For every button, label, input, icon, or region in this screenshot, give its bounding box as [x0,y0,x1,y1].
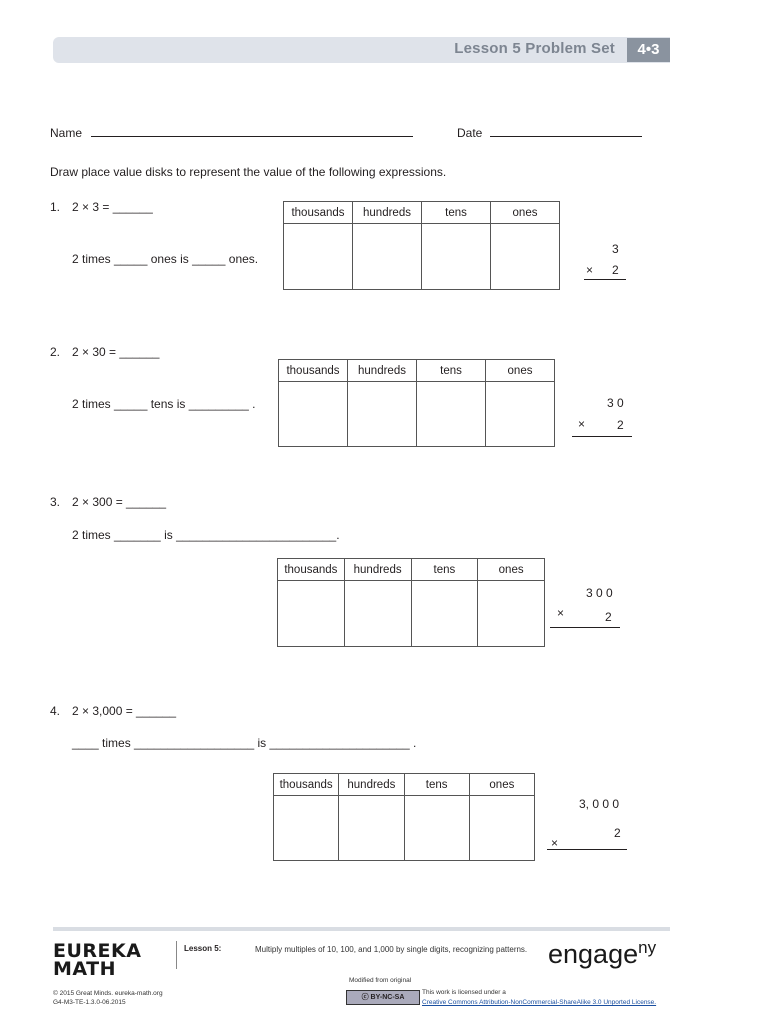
column-ones: ones [478,559,545,581]
column-hundreds: hundreds [348,360,417,382]
place-value-chart-3 [277,558,545,647]
license-link[interactable]: Creative Commons Attribution-NonCommercial-ShareAlike 3.0 Unported License. [422,999,657,1006]
license-badge-text: BY-NC-SA [370,994,405,1001]
ny-text: ny [638,938,657,957]
footer-lesson-description: Multiply multiples of 10, 100, and 1,000 by single digits, recognizing patterns. [255,945,528,954]
times-sign: × [578,417,586,431]
date-row [457,126,642,140]
date-field[interactable] [490,136,642,137]
cell-tens[interactable] [411,581,478,647]
column-hundreds: hundreds [344,559,411,581]
license-text: This work is licensed under a [422,989,506,996]
logo-line-1: EUREKA [53,940,142,962]
cell-tens[interactable] [422,224,491,290]
copyright: © 2015 Great Minds. eureka-math.org [53,990,163,997]
problem-4-expression: 2 × 3,000 = ______ [72,704,177,718]
instructions: Draw place value disks to represent the value of the following expressions. [50,165,447,179]
cell-ones[interactable] [469,796,534,861]
problem-1-bottom-factor: 2 [612,263,619,277]
times-sign: × [586,263,594,277]
footer-separator [176,941,177,969]
problem-2-expression: 2 × 30 = ______ [72,345,160,359]
module-badge: 4•3 [627,38,670,62]
column-thousands: thousands [274,774,339,796]
name-label: Name [50,126,83,140]
cell-hundreds[interactable] [348,382,417,447]
column-ones: ones [486,360,555,382]
problem-4-number: 4. [50,704,61,718]
column-thousands: thousands [284,202,353,224]
column-thousands: thousands [278,559,345,581]
cell-tens[interactable] [404,796,469,861]
place-value-chart-2 [278,359,555,447]
problem-1-answer-line [584,279,626,280]
place-value-chart-4 [273,773,535,861]
problem-1-expression: 2 × 3 = ______ [72,200,153,214]
problem-4-bottom-factor: 2 [614,826,621,840]
engageny-logo [548,938,656,970]
column-tens: tens [417,360,486,382]
problem-3-expression: 2 × 300 = ______ [72,495,167,509]
problem-1-sentence: 2 times _____ ones is _____ ones. [72,252,259,266]
cc-license-badge[interactable] [346,990,420,1005]
column-tens: tens [404,774,469,796]
cell-thousands[interactable] [274,796,339,861]
cell-thousands[interactable] [284,224,353,290]
column-ones: ones [469,774,534,796]
place-value-chart-1 [283,201,560,290]
cc-icon: ⓒ [361,994,369,1001]
column-tens: tens [411,559,478,581]
problem-2-top-factor: 3 0 [607,396,624,410]
problem-1-number: 1. [50,200,61,214]
cell-thousands[interactable] [278,581,345,647]
problem-4-top-factor: 3, 0 0 0 [579,797,620,811]
footer-divider [53,927,670,931]
column-ones: ones [491,202,560,224]
eureka-math-logo [53,942,141,978]
problem-2-bottom-factor: 2 [617,418,624,432]
column-tens: tens [422,202,491,224]
times-sign: × [551,836,559,850]
problem-3-bottom-factor: 2 [605,610,612,624]
problem-4-answer-line [547,849,627,850]
cell-hundreds[interactable] [344,581,411,647]
times-sign: × [557,606,565,620]
cell-thousands[interactable] [279,382,348,447]
problem-1-top-factor: 3 [612,242,619,256]
modified-note: Modified from original [349,977,412,984]
problem-2-answer-line [572,436,632,437]
engage-text: engage [548,939,639,969]
problem-4-sentence: ____ times __________________ is _____________________ . [72,736,417,750]
column-hundreds: hundreds [339,774,404,796]
logo-line-2: MATH [53,958,116,980]
problem-3-number: 3. [50,495,61,509]
problem-2-sentence: 2 times _____ tens is _________ . [72,397,256,411]
cell-hundreds[interactable] [339,796,404,861]
document-code: G4-M3-TE-1.3.0-06.2015 [53,999,126,1006]
name-field[interactable] [91,136,413,137]
problem-2-number: 2. [50,345,61,359]
footer-lesson-label: Lesson 5: [184,944,222,953]
name-row [50,126,413,140]
cell-ones[interactable] [478,581,545,647]
cell-hundreds[interactable] [353,224,422,290]
problem-3-sentence: 2 times _______ is ________________________. [72,528,340,542]
problem-3-answer-line [550,627,620,628]
column-hundreds: hundreds [353,202,422,224]
cell-ones[interactable] [486,382,555,447]
cell-tens[interactable] [417,382,486,447]
lesson-title: Lesson 5 Problem Set [454,40,615,57]
date-label: Date [457,126,483,140]
column-thousands: thousands [279,360,348,382]
problem-3-top-factor: 3 0 0 [586,586,613,600]
cell-ones[interactable] [491,224,560,290]
